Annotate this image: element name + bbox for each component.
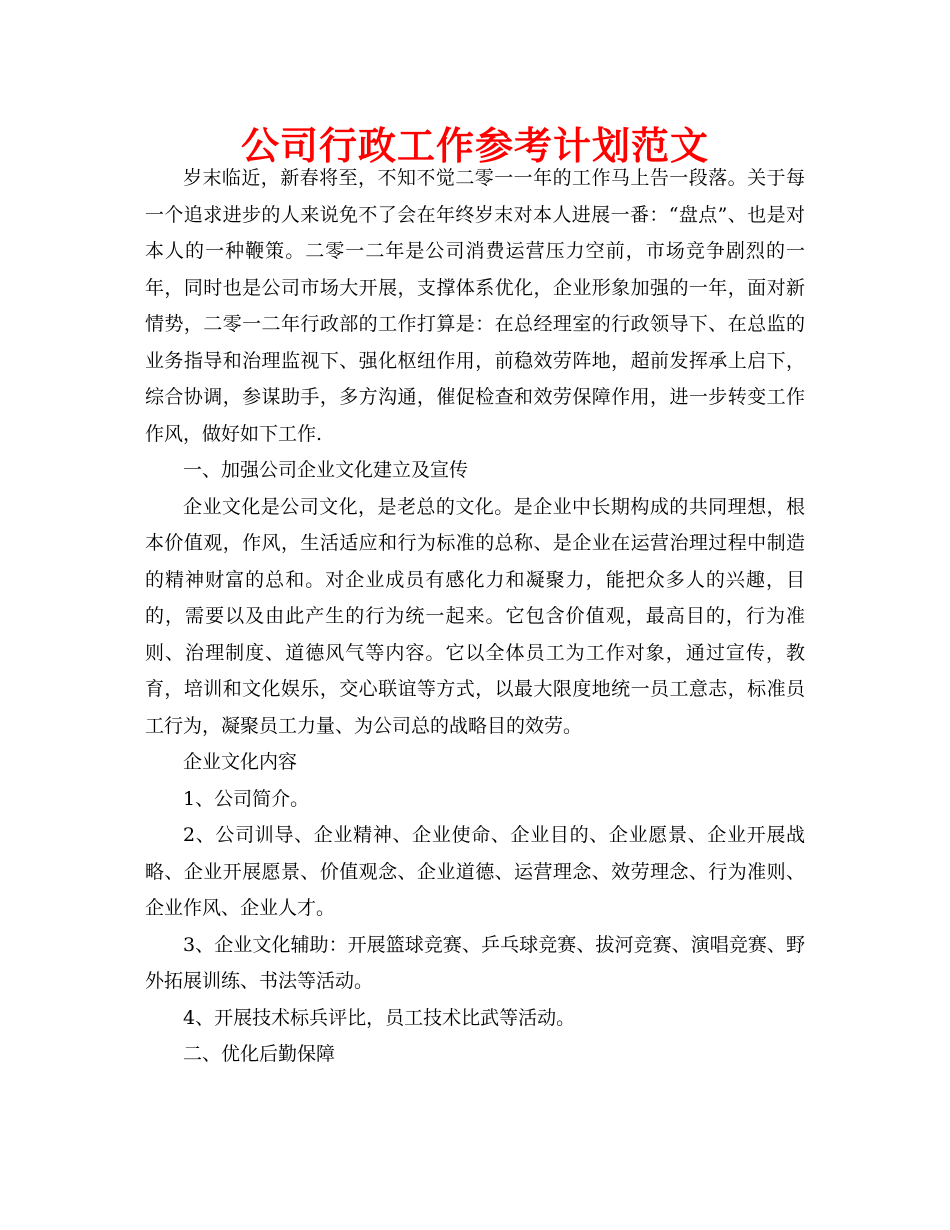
document-title: 公司行政工作参考计划范文 (240, 124, 709, 168)
document-body (145, 160, 805, 1073)
list-item-4: 4、开展技术标兵评比，员工技术比武等活动。 (183, 1006, 576, 1029)
section-heading-2: 二、优化后勤保障 (183, 1043, 336, 1065)
paragraph-culture: 企业文化是公司文化，是老总的文化。是企业中长期构成的共同理想，根本价值观，作风，生活适应和行为标准的总称、是企业在运营治理过程中制造的精神财富的总和。对企业成员有感化力和凝聚力，能把众多人的兴趣，目的，需要以及由此产生的行为统一起来。它包含价值观，最高目的，行为准则、治理制度、道德风气等内容。它以全体员工为工作对象，通过宣传，教育，培训和文化娱乐，交心联谊等方式，以最大限度地统一员工意志，标准员工行为，凝聚员工力量、为公司总的战略目的效劳。 (145, 495, 805, 737)
list-item-3: 3、企业文化辅助：开展篮球竞赛、乒乓球竞赛、拔河竞赛、演唱竞赛、野外拓展训练、书法等活动。 (145, 933, 805, 992)
paragraph-intro: 岁末临近，新春将至，不知不觉二零一一年的工作马上告一段落。关于每一个追求进步的人来说免不了会在年终岁末对本人进展一番：“盘点”、也是对本人的一种鞭策。二零一二年是公司消费运营压力空前，市场竞争剧烈的一年，同时也是公司市场大开展，支撑体系优化，企业形象加强的一年，面对新情势，二零一二年行政部的工作打算是：在总经理室的行政领导下、在总监的业务指导和治理监视下、强化枢纽作用，前稳效劳阵地，超前发挥承上启下，综合协调，参谋助手，多方沟通，催促检查和效劳保障作用，进一步转变工作作风，做好如下工作. (145, 167, 805, 445)
section-heading-1: 一、加强公司企业文化建立及宣传 (183, 459, 469, 481)
subheading-culture-content: 企业文化内容 (183, 751, 298, 773)
list-item-2: 2、公司训导、企业精神、企业使命、企业目的、企业愿景、企业开展战略、企业开展愿景、价值观念、企业道德、运营理念、效劳理念、行为准则、企业作风、企业人才。 (145, 824, 805, 919)
list-item-1: 1、公司简介。 (183, 787, 310, 810)
